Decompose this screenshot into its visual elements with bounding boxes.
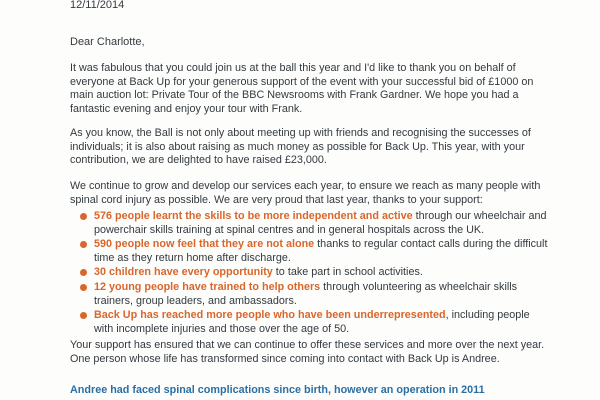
- bullet-highlight: Back Up has reached more people who have been underrepresented: [94, 309, 446, 322]
- bullet-highlight: 576 people learnt the skills to be more independent and active: [94, 210, 413, 222]
- list-item: [80, 238, 548, 265]
- letter-greeting: Dear Charlotte,: [70, 36, 145, 48]
- bullet-text: , including people with incomplete injuries and those over the age of 50.: [94, 309, 530, 335]
- bullet-text: through our wheelchair and powerchair skills training at spinal centres and in general hospitals across the UK.: [94, 210, 547, 236]
- bullet-text: to take part in school activities.: [272, 266, 423, 279]
- bullet-dot-icon: [80, 269, 87, 276]
- bullet-highlight: 30 children have every opportunity: [94, 266, 273, 279]
- bullet-highlight: 590 people now feel that they are not alone: [94, 238, 315, 251]
- list-item: [80, 309, 548, 336]
- andree-story-paragraph: Andree had faced spinal complications since birth, however an operation in 2011: [70, 384, 485, 396]
- bullet-highlight: 12 young people have trained to help others: [94, 280, 321, 293]
- bullet-text: through volunteering as wheelchair skills trainers, group leaders, and ambassadors.: [94, 280, 518, 307]
- list-item: [80, 266, 548, 280]
- bullet-dot-icon: [80, 213, 87, 220]
- services-paragraph: We continue to grow and develop our services each year, to ensure we reach as many people with spinal cord injury as possible. We are very proud that last year, thanks to your support:: [70, 180, 541, 206]
- bullet-dot-icon: [80, 312, 87, 319]
- letter-date: 12/11/2014: [70, 0, 125, 11]
- bullet-dot-icon: [80, 241, 87, 248]
- thank-you-paragraph: It was fabulous that you could join us at the ball this year and I'd like to thank you on behalf of everyone at Back Up for your generous support of the event with your successful bid of £1000 on main auction lot: Private Tour of the BBC Newsrooms with Frank Gardner. We hope you had a fantastic evening and enjoy your tour with Frank.: [70, 62, 534, 115]
- bullet-dot-icon: [80, 284, 87, 291]
- list-item: [80, 281, 548, 308]
- fundraising-paragraph: As you know, the Ball is not only about meeting up with friends and recognising the successes of individuals; it is also about raising as much money as possible for Back Up. This year, with your contribution, we are delighted to have raised £23,000.: [70, 127, 531, 167]
- support-paragraph: Your support has ensured that we can continue to offer these services and more over the next year. One person whose life has transformed since coming into contact with Back Up is Andree.: [70, 339, 545, 365]
- bullet-text: thanks to regular contact calls during the difficult time as they return home after discharge.: [94, 238, 548, 264]
- list-item: [80, 210, 548, 237]
- achievements-list: [80, 210, 548, 337]
